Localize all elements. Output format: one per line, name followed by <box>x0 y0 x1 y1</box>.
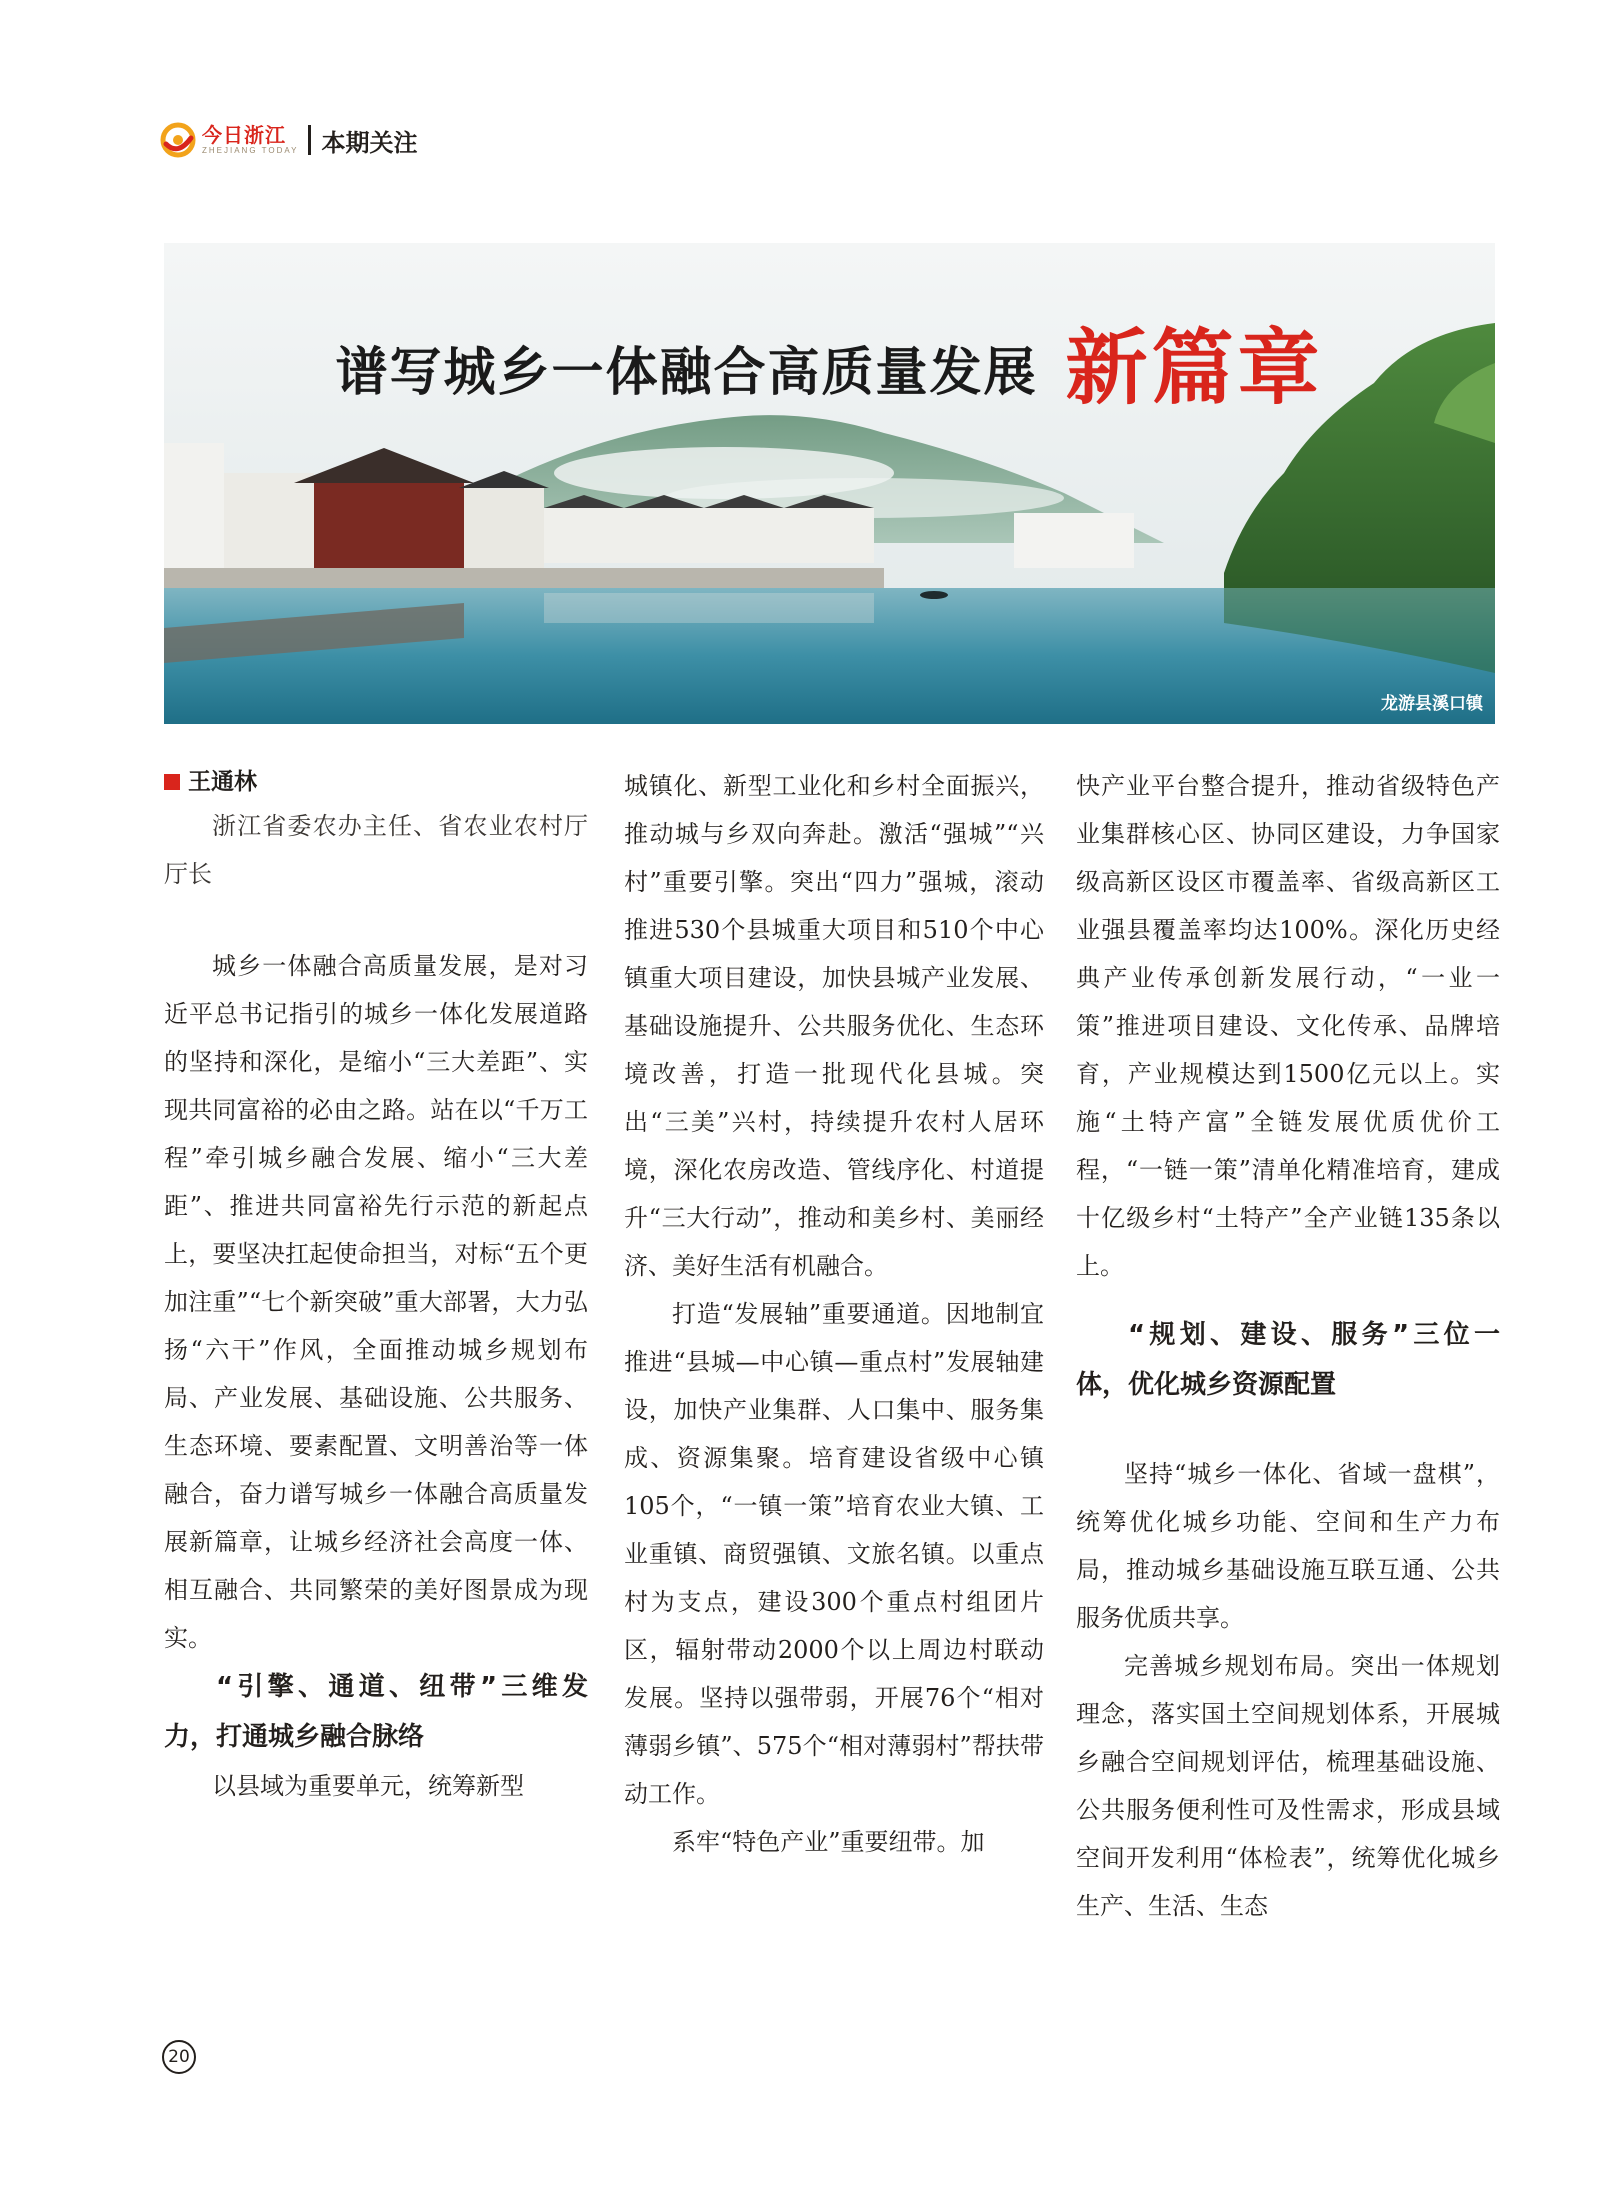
paragraph: 坚持“城乡一体化、省域一盘棋”，统筹优化城乡功能、空间和生产力布局，推动城乡基础设施互联互通、公共服务优质共享。 <box>1076 1460 1500 1632</box>
logo-chinese-text: 今日浙江 <box>202 123 286 147</box>
section-subheading: “规划、建设、服务”三位一体，优化城乡资源配置 <box>1076 1320 1500 1400</box>
paragraph: 快产业平台整合提升，推动省级特色产业集群核心区、协同区建设，力争国家级高新区设区市覆盖率、省级高新区工业强县覆盖率均达100%。深化历史经典产业传承创新发展行动，“一业一策”推进项目建设、文化传承、品牌培育，产业规模达到1500亿元以上。实施“土特产富”全链发展优质优价工程，“一链一策”清单化精准培育，建成十亿级乡村“土特产”全产业链135条以上。 <box>1076 772 1500 1280</box>
author-title: 浙江省委农办主任、省农业农村厅厅长 <box>164 812 588 888</box>
article-column-2 <box>624 762 1044 1866</box>
logo-english-text: ZHEJIANG TODAY <box>202 146 299 155</box>
headline-main: 谱写城乡一体融合高质量发展 <box>335 342 1038 403</box>
hero-headline <box>164 303 1495 420</box>
paragraph: 系牢“特色产业”重要纽带。加 <box>672 1828 985 1856</box>
paragraph: 完善城乡规划布局。突出一体规划理念，落实国土空间规划体系，开展城乡融合空间规划评估，梳理基础设施、公共服务便利性可及性需求，形成县域空间开发利用“体检表”，统筹优化城乡生产、生活、生态 <box>1076 1652 1500 1920</box>
logo-swirl-icon <box>160 122 196 158</box>
author-byline <box>164 762 588 802</box>
photo-caption: 龙游县溪口镇 <box>1381 694 1483 714</box>
red-square-icon <box>164 774 180 790</box>
page-header <box>160 118 417 162</box>
paragraph: 打造“发展轴”重要通道。因地制宜推进“县城—中心镇—重点村”发展轴建设，加快产业集群、人口集中、服务集成、资源集聚。培育建设省级中心镇105个，“一镇一策”培育农业大镇、工业重镇、商贸强镇、文旅名镇。以重点村为支点，建设300个重点村组团片区，辐射带动2000个以上周边村联动发展。坚持以强带弱，开展76个“相对薄弱乡镇”、575个“相对薄弱村”帮扶带动工作。 <box>624 1300 1044 1808</box>
article-column-3 <box>1076 762 1500 1930</box>
section-name: 本期关注 <box>321 128 418 157</box>
header-divider <box>308 125 311 155</box>
article-column-1 <box>164 762 588 1810</box>
page-number: 20 <box>162 2040 196 2074</box>
headline-accent: 新篇章 <box>1065 320 1324 416</box>
section-subheading: “引擎、通道、纽带”三维发力，打通城乡融合脉络 <box>164 1672 588 1752</box>
author-name: 王通林 <box>188 769 257 795</box>
hero-photo <box>164 243 1495 724</box>
paragraph: 城乡一体融合高质量发展，是对习近平总书记指引的城乡一体化发展道路的坚持和深化，是缩小“三大差距”、实现共同富裕的必由之路。站在以“千万工程”牵引城乡融合发展、缩小“三大差距”、推进共同富裕先行示范的新起点上，要坚决扛起使命担当，对标“五个更加注重”“七个新突破”重大部署，大力弘扬“六干”作风，全面推动城乡规划布局、产业发展、基础设施、公共服务、生态环境、要素配置、文明善治等一体融合，奋力谱写城乡一体融合高质量发展新篇章，让城乡经济社会高度一体、相互融合、共同繁荣的美好图景成为现实。 <box>164 952 588 1652</box>
paragraph: 以县域为重要单元，统筹新型 <box>212 1772 524 1800</box>
magazine-logo <box>160 122 298 158</box>
paragraph: 城镇化、新型工业化和乡村全面振兴，推动城与乡双向奔赴。激活“强城”“兴村”重要引擎。突出“四力”强城，滚动推进530个县城重大项目和510个中心镇重大项目建设，加快县城产业发展、基础设施提升、公共服务优化、生态环境改善，打造一批现代化县城。突出“三美”兴村，持续提升农村人居环境，深化农房改造、管线序化、村道提升“三大行动”，推动和美乡村、美丽经济、美好生活有机融合。 <box>624 772 1044 1280</box>
